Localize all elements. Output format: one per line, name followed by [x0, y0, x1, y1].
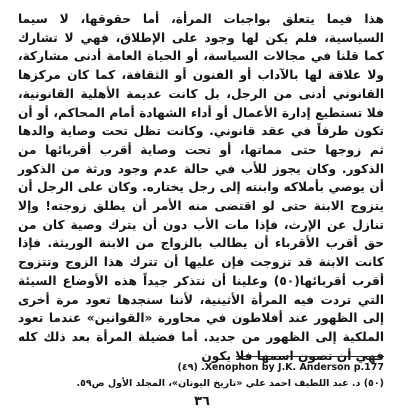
page-number: ٣٦ — [194, 394, 210, 409]
footnote-49: Xenophon by J.K. Anderson p.177. (٤٩) — [177, 362, 384, 373]
footnote-50: (٥٠) د. عبد اللطيف احمد علي «تاريخ اليونان»، المجلد الأول ص٥٩. — [76, 378, 384, 389]
footnote-divider — [236, 356, 384, 357]
footnotes — [18, 360, 384, 392]
body-paragraph: هذا فيما يتعلق بواجبات المرأة، أما حقوقها، لا سيما السياسية، فلم يكن لها وجود على الإطلاق، فهي لا تشارك كما قلنا في مجالات السياسة، أو الحياة العامة أدنى مشاركة، ولا علاقة لها بالآداب أو الفنون أو الثقافة، كما كان مركزها القانوني أدنى من الرجل، بل كانت عديمة الأهلية القانونية، فلا تستطيع إدارة الأعمال أو أداء الشهادة أمام المحاكم، أو أن تكون طرفاً في عقد قانوني. وكانت تظل تحت وصاية والدها ثم زوجها حتى مماتها، أو تحت وصاية أقرب أقربائها من الذكور. وكان يجوز للأب في حالة عدم وجود ورثة من الذكور أن يوصي بأملاكه وابنته إلى رجل يختاره. وكان على الرجل أن يتزوج الابنة حتى لو اقتضى منه الأمر أن يطلق زوجته! وإلا تنازل عن الإرث، فإذا مات الأب دون أن يترك وصية كان من حق أقرب الأقرباء أن يطالب بالزواج من الابنة الوريثة. فإذا كانت الابنة قد تزوجت فإن عليها أن تترك هذا الزوج وتتزوج أقرب أقربائها(٥٠) وعلينا أن نتذكر جيداً هذه الأوضاع السيئة التي تردت فيه المرأة الأثينية، لأننا سنجدها تعود مرة أخرى إلى الظهور عند أفلاطون في محاورة «القوانين» عندما تعود الملكية إلى الظهور من جديد. أما فضيلة المرأة بعد ذلك كله فهي أن تصون اسمها فلا يكون — [18, 12, 385, 363]
